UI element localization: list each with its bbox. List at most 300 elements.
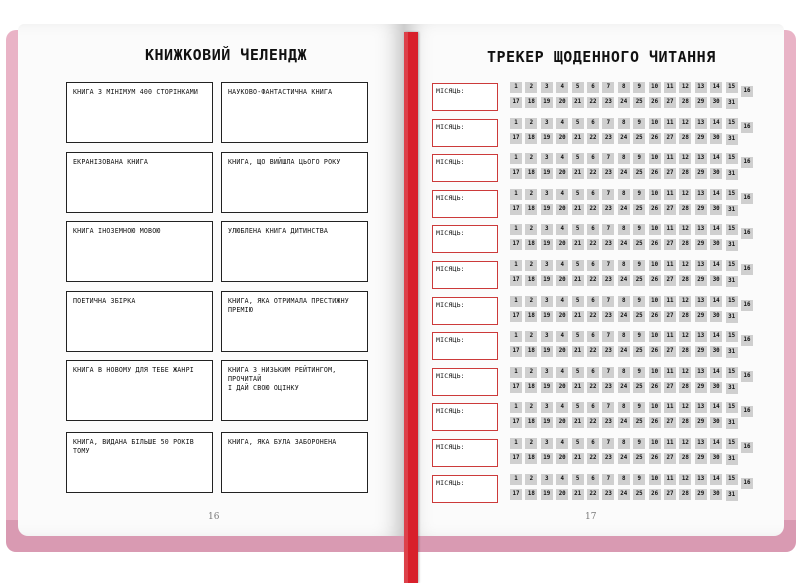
day-cell[interactable]: 16 <box>741 442 753 453</box>
day-cell[interactable]: 23 <box>602 133 614 144</box>
day-cell[interactable]: 13 <box>695 331 707 342</box>
day-cell[interactable]: 21 <box>572 239 584 250</box>
day-cell[interactable]: 16 <box>741 300 753 311</box>
day-cell[interactable]: 13 <box>695 474 707 485</box>
day-cell[interactable]: 5 <box>572 189 584 200</box>
day-cell[interactable]: 25 <box>633 489 645 500</box>
day-cell[interactable]: 31 <box>726 205 738 216</box>
day-cell[interactable]: 4 <box>556 296 568 307</box>
day-cell[interactable]: 12 <box>679 224 691 235</box>
day-cell[interactable]: 7 <box>602 153 614 164</box>
day-cell[interactable]: 26 <box>649 311 661 322</box>
day-cell[interactable]: 23 <box>602 97 614 108</box>
day-cell[interactable]: 25 <box>633 382 645 393</box>
day-cell[interactable]: 15 <box>726 260 738 271</box>
day-cell[interactable]: 22 <box>587 133 599 144</box>
day-cell[interactable]: 10 <box>649 118 661 129</box>
day-cell[interactable]: 5 <box>572 224 584 235</box>
day-cell[interactable]: 8 <box>618 474 630 485</box>
month-field[interactable]: МІСЯЦЬ: <box>432 475 498 503</box>
day-cell[interactable]: 19 <box>541 204 553 215</box>
day-cell[interactable]: 6 <box>587 367 599 378</box>
day-cell[interactable]: 9 <box>633 153 645 164</box>
month-field[interactable]: МІСЯЦЬ: <box>432 190 498 218</box>
day-cell[interactable]: 22 <box>587 204 599 215</box>
day-cell[interactable]: 3 <box>541 331 553 342</box>
day-cell[interactable]: 28 <box>679 346 691 357</box>
day-cell[interactable]: 7 <box>602 224 614 235</box>
day-cell[interactable]: 12 <box>679 296 691 307</box>
day-cell[interactable]: 20 <box>556 133 568 144</box>
day-cell[interactable]: 22 <box>587 453 599 464</box>
day-cell[interactable]: 19 <box>541 239 553 250</box>
day-cell[interactable]: 30 <box>710 453 722 464</box>
day-cell[interactable]: 5 <box>572 367 584 378</box>
day-cell[interactable]: 2 <box>525 331 537 342</box>
day-cell[interactable]: 19 <box>541 417 553 428</box>
day-cell[interactable]: 2 <box>525 367 537 378</box>
day-cell[interactable]: 5 <box>572 153 584 164</box>
day-cell[interactable]: 24 <box>618 346 630 357</box>
day-cell[interactable]: 20 <box>556 275 568 286</box>
day-cell[interactable]: 10 <box>649 82 661 93</box>
day-cell[interactable]: 28 <box>679 239 691 250</box>
day-cell[interactable]: 2 <box>525 296 537 307</box>
day-cell[interactable]: 15 <box>726 367 738 378</box>
day-cell[interactable]: 20 <box>556 382 568 393</box>
day-cell[interactable]: 23 <box>602 239 614 250</box>
day-cell[interactable]: 17 <box>510 382 522 393</box>
month-field[interactable]: МІСЯЦЬ: <box>432 368 498 396</box>
day-cell[interactable]: 3 <box>541 189 553 200</box>
day-cell[interactable]: 23 <box>602 204 614 215</box>
day-cell[interactable]: 4 <box>556 82 568 93</box>
day-cell[interactable]: 16 <box>741 371 753 382</box>
day-cell[interactable]: 11 <box>664 402 676 413</box>
day-cell[interactable]: 27 <box>664 311 676 322</box>
month-field[interactable]: МІСЯЦЬ: <box>432 83 498 111</box>
day-cell[interactable]: 28 <box>679 417 691 428</box>
day-cell[interactable]: 14 <box>710 82 722 93</box>
day-cell[interactable]: 17 <box>510 346 522 357</box>
day-cell[interactable]: 27 <box>664 97 676 108</box>
day-cell[interactable]: 19 <box>541 346 553 357</box>
day-cell[interactable]: 5 <box>572 438 584 449</box>
day-cell[interactable]: 18 <box>525 204 537 215</box>
day-cell[interactable]: 6 <box>587 153 599 164</box>
day-cell[interactable]: 30 <box>710 417 722 428</box>
day-cell[interactable]: 19 <box>541 275 553 286</box>
day-cell[interactable]: 12 <box>679 331 691 342</box>
day-cell[interactable]: 26 <box>649 168 661 179</box>
day-cell[interactable]: 29 <box>695 97 707 108</box>
day-cell[interactable]: 30 <box>710 382 722 393</box>
day-cell[interactable]: 3 <box>541 296 553 307</box>
day-cell[interactable]: 10 <box>649 367 661 378</box>
day-cell[interactable]: 28 <box>679 382 691 393</box>
day-cell[interactable]: 22 <box>587 346 599 357</box>
day-cell[interactable]: 17 <box>510 168 522 179</box>
day-cell[interactable]: 12 <box>679 82 691 93</box>
day-cell[interactable]: 3 <box>541 438 553 449</box>
day-cell[interactable]: 30 <box>710 275 722 286</box>
day-cell[interactable]: 20 <box>556 346 568 357</box>
day-cell[interactable]: 5 <box>572 474 584 485</box>
day-cell[interactable]: 14 <box>710 438 722 449</box>
day-cell[interactable]: 11 <box>664 224 676 235</box>
day-cell[interactable]: 11 <box>664 118 676 129</box>
day-cell[interactable]: 2 <box>525 189 537 200</box>
day-cell[interactable]: 20 <box>556 311 568 322</box>
day-cell[interactable]: 14 <box>710 367 722 378</box>
day-cell[interactable]: 10 <box>649 402 661 413</box>
day-cell[interactable]: 22 <box>587 311 599 322</box>
day-cell[interactable]: 20 <box>556 168 568 179</box>
day-cell[interactable]: 1 <box>510 260 522 271</box>
day-cell[interactable]: 31 <box>726 98 738 109</box>
day-cell[interactable]: 23 <box>602 489 614 500</box>
day-cell[interactable]: 3 <box>541 260 553 271</box>
day-cell[interactable]: 12 <box>679 260 691 271</box>
day-cell[interactable]: 28 <box>679 311 691 322</box>
day-cell[interactable]: 29 <box>695 133 707 144</box>
day-cell[interactable]: 21 <box>572 489 584 500</box>
day-cell[interactable]: 27 <box>664 382 676 393</box>
day-cell[interactable]: 8 <box>618 189 630 200</box>
day-cell[interactable]: 4 <box>556 331 568 342</box>
day-cell[interactable]: 26 <box>649 275 661 286</box>
challenge-box[interactable] <box>66 360 213 421</box>
day-cell[interactable]: 15 <box>726 331 738 342</box>
day-cell[interactable]: 30 <box>710 168 722 179</box>
day-cell[interactable]: 11 <box>664 82 676 93</box>
day-cell[interactable]: 17 <box>510 311 522 322</box>
day-cell[interactable]: 22 <box>587 239 599 250</box>
day-cell[interactable]: 2 <box>525 82 537 93</box>
day-cell[interactable]: 7 <box>602 331 614 342</box>
day-cell[interactable]: 20 <box>556 453 568 464</box>
day-cell[interactable]: 8 <box>618 438 630 449</box>
day-cell[interactable]: 13 <box>695 189 707 200</box>
day-cell[interactable]: 27 <box>664 417 676 428</box>
day-cell[interactable]: 31 <box>726 312 738 323</box>
day-cell[interactable]: 30 <box>710 346 722 357</box>
day-cell[interactable]: 29 <box>695 311 707 322</box>
day-cell[interactable]: 28 <box>679 275 691 286</box>
day-cell[interactable]: 6 <box>587 82 599 93</box>
day-cell[interactable]: 11 <box>664 153 676 164</box>
day-cell[interactable]: 3 <box>541 82 553 93</box>
day-cell[interactable]: 5 <box>572 296 584 307</box>
day-cell[interactable]: 21 <box>572 346 584 357</box>
day-cell[interactable]: 22 <box>587 417 599 428</box>
day-cell[interactable]: 11 <box>664 331 676 342</box>
day-cell[interactable]: 15 <box>726 402 738 413</box>
day-cell[interactable]: 23 <box>602 168 614 179</box>
day-cell[interactable]: 24 <box>618 239 630 250</box>
day-cell[interactable]: 18 <box>525 275 537 286</box>
day-cell[interactable]: 9 <box>633 296 645 307</box>
day-cell[interactable]: 8 <box>618 260 630 271</box>
day-cell[interactable]: 29 <box>695 275 707 286</box>
day-cell[interactable]: 8 <box>618 367 630 378</box>
day-cell[interactable]: 7 <box>602 474 614 485</box>
day-cell[interactable]: 31 <box>726 490 738 501</box>
day-cell[interactable]: 24 <box>618 133 630 144</box>
day-cell[interactable]: 13 <box>695 224 707 235</box>
day-cell[interactable]: 3 <box>541 118 553 129</box>
day-cell[interactable]: 15 <box>726 224 738 235</box>
day-cell[interactable]: 26 <box>649 382 661 393</box>
day-cell[interactable]: 2 <box>525 224 537 235</box>
day-cell[interactable]: 16 <box>741 335 753 346</box>
day-cell[interactable]: 3 <box>541 153 553 164</box>
day-cell[interactable]: 16 <box>741 478 753 489</box>
day-cell[interactable]: 26 <box>649 453 661 464</box>
challenge-box[interactable] <box>221 432 368 493</box>
day-cell[interactable]: 29 <box>695 239 707 250</box>
day-cell[interactable]: 27 <box>664 489 676 500</box>
day-cell[interactable]: 8 <box>618 224 630 235</box>
day-cell[interactable]: 17 <box>510 489 522 500</box>
day-cell[interactable]: 29 <box>695 382 707 393</box>
day-cell[interactable]: 28 <box>679 489 691 500</box>
day-cell[interactable]: 10 <box>649 296 661 307</box>
day-cell[interactable]: 21 <box>572 97 584 108</box>
day-cell[interactable]: 6 <box>587 224 599 235</box>
day-cell[interactable]: 13 <box>695 438 707 449</box>
day-cell[interactable]: 15 <box>726 438 738 449</box>
day-cell[interactable]: 19 <box>541 311 553 322</box>
day-cell[interactable]: 22 <box>587 382 599 393</box>
day-cell[interactable]: 30 <box>710 239 722 250</box>
day-cell[interactable]: 7 <box>602 438 614 449</box>
challenge-box[interactable] <box>221 291 368 352</box>
day-cell[interactable]: 5 <box>572 402 584 413</box>
day-cell[interactable]: 19 <box>541 382 553 393</box>
day-cell[interactable]: 18 <box>525 417 537 428</box>
day-cell[interactable]: 28 <box>679 168 691 179</box>
day-cell[interactable]: 31 <box>726 169 738 180</box>
day-cell[interactable]: 13 <box>695 296 707 307</box>
day-cell[interactable]: 16 <box>741 122 753 133</box>
day-cell[interactable]: 26 <box>649 204 661 215</box>
day-cell[interactable]: 9 <box>633 118 645 129</box>
day-cell[interactable]: 17 <box>510 417 522 428</box>
day-cell[interactable]: 13 <box>695 153 707 164</box>
day-cell[interactable]: 4 <box>556 118 568 129</box>
day-cell[interactable]: 14 <box>710 331 722 342</box>
day-cell[interactable]: 10 <box>649 224 661 235</box>
day-cell[interactable]: 14 <box>710 296 722 307</box>
day-cell[interactable]: 19 <box>541 133 553 144</box>
day-cell[interactable]: 1 <box>510 296 522 307</box>
day-cell[interactable]: 30 <box>710 133 722 144</box>
day-cell[interactable]: 17 <box>510 275 522 286</box>
day-cell[interactable]: 21 <box>572 168 584 179</box>
day-cell[interactable]: 10 <box>649 189 661 200</box>
day-cell[interactable]: 12 <box>679 367 691 378</box>
day-cell[interactable]: 21 <box>572 275 584 286</box>
month-field[interactable]: МІСЯЦЬ: <box>432 297 498 325</box>
day-cell[interactable]: 2 <box>525 118 537 129</box>
day-cell[interactable]: 12 <box>679 402 691 413</box>
day-cell[interactable]: 28 <box>679 97 691 108</box>
day-cell[interactable]: 15 <box>726 474 738 485</box>
day-cell[interactable]: 6 <box>587 474 599 485</box>
day-cell[interactable]: 17 <box>510 97 522 108</box>
day-cell[interactable]: 21 <box>572 133 584 144</box>
day-cell[interactable]: 15 <box>726 153 738 164</box>
challenge-box[interactable] <box>66 432 213 493</box>
day-cell[interactable]: 19 <box>541 453 553 464</box>
day-cell[interactable]: 22 <box>587 168 599 179</box>
day-cell[interactable]: 24 <box>618 204 630 215</box>
day-cell[interactable]: 1 <box>510 189 522 200</box>
day-cell[interactable]: 24 <box>618 311 630 322</box>
day-cell[interactable]: 21 <box>572 204 584 215</box>
day-cell[interactable]: 9 <box>633 82 645 93</box>
day-cell[interactable]: 12 <box>679 118 691 129</box>
day-cell[interactable]: 9 <box>633 331 645 342</box>
day-cell[interactable]: 9 <box>633 367 645 378</box>
day-cell[interactable]: 2 <box>525 474 537 485</box>
day-cell[interactable]: 23 <box>602 417 614 428</box>
day-cell[interactable]: 11 <box>664 296 676 307</box>
day-cell[interactable]: 14 <box>710 118 722 129</box>
day-cell[interactable]: 20 <box>556 417 568 428</box>
day-cell[interactable]: 24 <box>618 382 630 393</box>
day-cell[interactable]: 11 <box>664 474 676 485</box>
challenge-box[interactable] <box>66 152 213 213</box>
day-cell[interactable]: 5 <box>572 118 584 129</box>
day-cell[interactable]: 4 <box>556 189 568 200</box>
day-cell[interactable]: 31 <box>726 383 738 394</box>
challenge-box[interactable] <box>221 82 368 143</box>
day-cell[interactable]: 6 <box>587 438 599 449</box>
day-cell[interactable]: 31 <box>726 454 738 465</box>
day-cell[interactable]: 7 <box>602 260 614 271</box>
day-cell[interactable]: 15 <box>726 296 738 307</box>
day-cell[interactable]: 7 <box>602 367 614 378</box>
day-cell[interactable]: 5 <box>572 331 584 342</box>
day-cell[interactable]: 5 <box>572 82 584 93</box>
day-cell[interactable]: 25 <box>633 311 645 322</box>
day-cell[interactable]: 1 <box>510 82 522 93</box>
day-cell[interactable]: 1 <box>510 118 522 129</box>
day-cell[interactable]: 1 <box>510 224 522 235</box>
day-cell[interactable]: 19 <box>541 489 553 500</box>
day-cell[interactable]: 17 <box>510 204 522 215</box>
day-cell[interactable]: 28 <box>679 204 691 215</box>
day-cell[interactable]: 30 <box>710 204 722 215</box>
day-cell[interactable]: 9 <box>633 438 645 449</box>
day-cell[interactable]: 11 <box>664 438 676 449</box>
day-cell[interactable]: 20 <box>556 204 568 215</box>
day-cell[interactable]: 17 <box>510 239 522 250</box>
day-cell[interactable]: 2 <box>525 438 537 449</box>
day-cell[interactable]: 12 <box>679 474 691 485</box>
day-cell[interactable]: 29 <box>695 453 707 464</box>
day-cell[interactable]: 26 <box>649 97 661 108</box>
day-cell[interactable]: 23 <box>602 382 614 393</box>
day-cell[interactable]: 23 <box>602 311 614 322</box>
challenge-box[interactable] <box>66 291 213 352</box>
day-cell[interactable]: 30 <box>710 311 722 322</box>
day-cell[interactable]: 4 <box>556 402 568 413</box>
day-cell[interactable]: 16 <box>741 406 753 417</box>
day-cell[interactable]: 27 <box>664 346 676 357</box>
day-cell[interactable]: 24 <box>618 453 630 464</box>
month-field[interactable]: МІСЯЦЬ: <box>432 225 498 253</box>
day-cell[interactable]: 9 <box>633 474 645 485</box>
day-cell[interactable]: 22 <box>587 275 599 286</box>
day-cell[interactable]: 10 <box>649 331 661 342</box>
day-cell[interactable]: 18 <box>525 311 537 322</box>
day-cell[interactable]: 30 <box>710 97 722 108</box>
day-cell[interactable]: 25 <box>633 204 645 215</box>
day-cell[interactable]: 21 <box>572 311 584 322</box>
day-cell[interactable]: 24 <box>618 417 630 428</box>
day-cell[interactable]: 29 <box>695 417 707 428</box>
day-cell[interactable]: 7 <box>602 82 614 93</box>
day-cell[interactable]: 25 <box>633 168 645 179</box>
day-cell[interactable]: 14 <box>710 474 722 485</box>
day-cell[interactable]: 10 <box>649 153 661 164</box>
day-cell[interactable]: 16 <box>741 193 753 204</box>
day-cell[interactable]: 21 <box>572 453 584 464</box>
day-cell[interactable]: 25 <box>633 417 645 428</box>
month-field[interactable]: МІСЯЦЬ: <box>432 154 498 182</box>
day-cell[interactable]: 7 <box>602 189 614 200</box>
day-cell[interactable]: 24 <box>618 275 630 286</box>
day-cell[interactable]: 6 <box>587 331 599 342</box>
day-cell[interactable]: 27 <box>664 204 676 215</box>
day-cell[interactable]: 11 <box>664 367 676 378</box>
month-field[interactable]: МІСЯЦЬ: <box>432 261 498 289</box>
day-cell[interactable]: 19 <box>541 168 553 179</box>
day-cell[interactable]: 20 <box>556 239 568 250</box>
day-cell[interactable]: 9 <box>633 189 645 200</box>
day-cell[interactable]: 25 <box>633 133 645 144</box>
day-cell[interactable]: 30 <box>710 489 722 500</box>
day-cell[interactable]: 15 <box>726 118 738 129</box>
day-cell[interactable]: 8 <box>618 402 630 413</box>
day-cell[interactable]: 12 <box>679 438 691 449</box>
month-field[interactable]: МІСЯЦЬ: <box>432 332 498 360</box>
day-cell[interactable]: 1 <box>510 474 522 485</box>
day-cell[interactable]: 2 <box>525 153 537 164</box>
day-cell[interactable]: 21 <box>572 417 584 428</box>
day-cell[interactable]: 9 <box>633 224 645 235</box>
day-cell[interactable]: 31 <box>726 418 738 429</box>
day-cell[interactable]: 26 <box>649 239 661 250</box>
day-cell[interactable]: 14 <box>710 402 722 413</box>
day-cell[interactable]: 25 <box>633 275 645 286</box>
day-cell[interactable]: 18 <box>525 346 537 357</box>
day-cell[interactable]: 29 <box>695 346 707 357</box>
day-cell[interactable]: 8 <box>618 82 630 93</box>
day-cell[interactable]: 13 <box>695 367 707 378</box>
day-cell[interactable]: 15 <box>726 82 738 93</box>
challenge-box[interactable] <box>221 221 368 282</box>
day-cell[interactable]: 15 <box>726 189 738 200</box>
day-cell[interactable]: 24 <box>618 168 630 179</box>
day-cell[interactable]: 27 <box>664 453 676 464</box>
day-cell[interactable]: 25 <box>633 453 645 464</box>
day-cell[interactable]: 22 <box>587 97 599 108</box>
day-cell[interactable]: 16 <box>741 228 753 239</box>
